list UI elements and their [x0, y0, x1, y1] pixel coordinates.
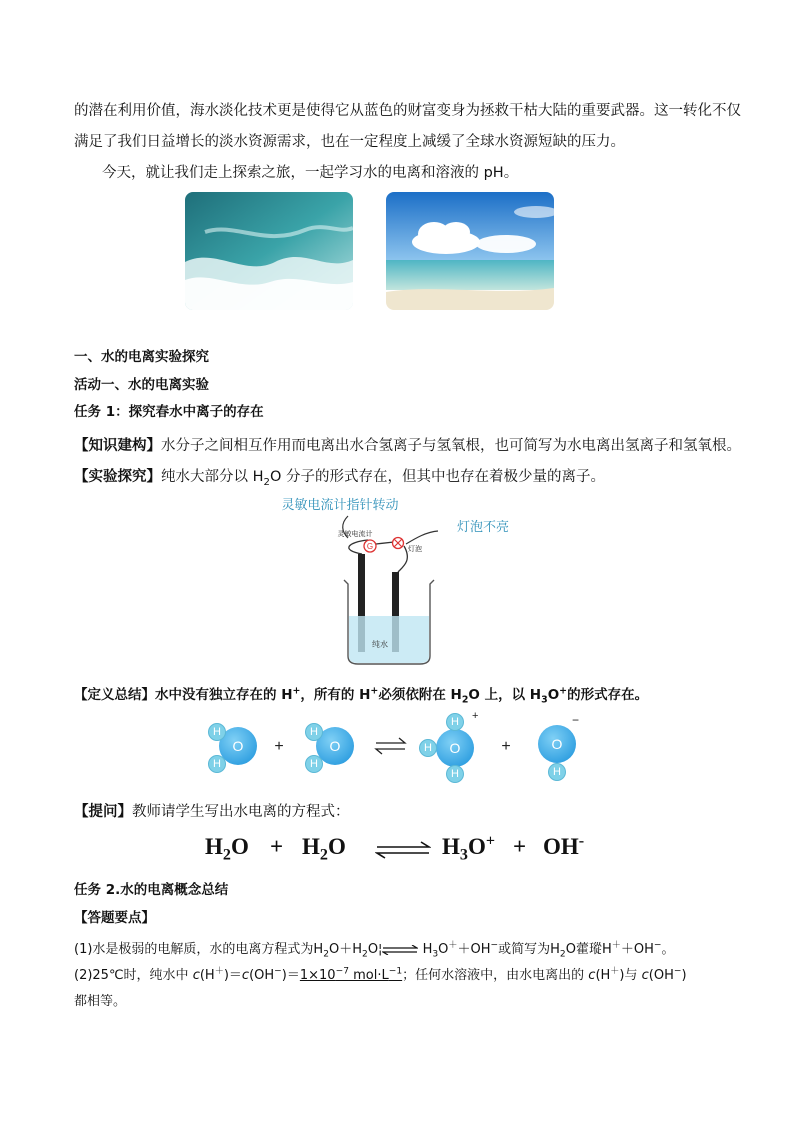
- intro-line-2: 满足了我们日益增长的淡水资源需求，也在一定程度上减缓了全球水资源短缺的压力。: [74, 134, 625, 150]
- knowledge-text: 水分子之间相互作用而电离出水合氢离子与氢氧根，也可简写为水电离出氢离子和氢氧根。: [161, 438, 741, 454]
- definition-sup2: +: [370, 685, 379, 697]
- equation-plus-1: +: [270, 834, 284, 859]
- question-tag: 【提问】: [74, 804, 132, 820]
- svg-text:O: O: [551, 736, 563, 752]
- bulb-small-label: 灯泡: [408, 545, 422, 553]
- meter-small-label: 灵敏电流计: [337, 530, 373, 538]
- activity-heading: 活动一、水的电离实验: [74, 377, 209, 393]
- water-molecule-2: [306, 724, 355, 773]
- task2-heading: 任务 2.水的电离概念总结: [74, 882, 229, 898]
- galvanometer-symbol: G: [366, 542, 374, 551]
- water-ionization-molecule-diagram: [195, 712, 595, 787]
- equation-reactant-2: $H_2O$: [302, 834, 346, 864]
- svg-text:H: H: [451, 716, 459, 728]
- svg-text:H: H: [310, 758, 318, 770]
- experiment-sub: 2: [263, 476, 270, 488]
- answer-point-2-continued: 都相等。: [74, 994, 127, 1009]
- answer-point-1: (1)水是极弱的电解质，水的电离方程式为$H_2O+H_2O¦$ $H_3O^++OH^-$或简写为$H_2O$藿瑽H＋＋OH−。: [74, 940, 675, 960]
- knowledge-paragraph: [74, 436, 741, 456]
- definition-sup3: +: [559, 685, 568, 697]
- svg-text:H: H: [424, 742, 432, 754]
- svg-text:H: H: [310, 726, 318, 738]
- knowledge-tag: 【知识建构】: [74, 438, 161, 454]
- answer-points-tag: 【答题要点】: [74, 910, 155, 926]
- definition-text-d: O 上，以 H: [468, 687, 542, 703]
- section-heading: 一、水的电离实验探究: [74, 349, 209, 365]
- definition-sup1: +: [292, 685, 301, 697]
- water-label: 纯水: [372, 640, 388, 649]
- experiment-tag: 【实验探究】: [74, 469, 161, 485]
- svg-text:−: −: [572, 713, 580, 727]
- ocean-waves-photo: [185, 192, 353, 310]
- equation-reactant-1: $H_2O$: [205, 834, 249, 864]
- answer-blank-value: $1\times 10^{-7}$ $mol\cdot L^{-1}$: [299, 966, 403, 983]
- svg-text:O: O: [329, 738, 341, 754]
- beach-sky-photo: [386, 192, 554, 310]
- question-text: 教师请学生写出水电离的方程式：: [132, 804, 350, 820]
- experiment-text-b: O 分子的形式存在，但其中也存在着极少量的离子。: [269, 469, 605, 485]
- water-fill: [349, 616, 429, 663]
- wire-right: [398, 546, 407, 572]
- bulb-caption: 灯泡不亮: [456, 520, 510, 535]
- bulb-pointer-line: [406, 531, 438, 544]
- meter-caption: 灵敏电流计指针转动: [281, 498, 399, 513]
- question-paragraph: [74, 802, 350, 822]
- water-ionization-equation: [205, 834, 605, 866]
- intro-line-1: 的潜在利用价值，海水淡化技术更是使得它从蓝色的财富变身为拯救干枯大陆的重要武器。这一转化不仅: [74, 103, 741, 119]
- definition-sub1: 2: [461, 694, 469, 706]
- plus-symbol-2: +: [501, 738, 511, 755]
- svg-text:H: H: [451, 768, 459, 780]
- equation-equilibrium-arrow-icon: [375, 841, 431, 859]
- svg-text:O: O: [232, 738, 244, 754]
- equation-product-2: OH-: [543, 832, 585, 859]
- intro-line-3: 今天，就让我们走上探索之旅，一起学习水的电离和溶液的 pH。: [102, 165, 519, 181]
- equation-plus-2: +: [513, 834, 527, 859]
- answer-point-2: (2)25℃时，纯水中 $c(H^+)=c(OH^-)=1\times 10^{-7}$ $mol\cdot L^{-1}$；任何水溶液中，由水电离出的 c(H＋)与 c(OH−): [74, 966, 687, 983]
- definition-text-e: O: [547, 687, 560, 703]
- conductivity-apparatus-figure: [270, 492, 530, 672]
- svg-text:H: H: [553, 766, 561, 778]
- definition-text-a: 水中没有独立存在的 H: [155, 687, 293, 703]
- hydroxide-ion: [538, 713, 579, 781]
- equation-product-1: $H_3O^+$: [442, 832, 495, 864]
- equilibrium-arrow-icon: [376, 738, 405, 754]
- experiment-text-a: 纯水大部分以 H: [161, 469, 264, 485]
- svg-text:H: H: [213, 726, 221, 738]
- wire-middle: [376, 542, 394, 544]
- definition-text-c: 必须依附在 H: [378, 687, 462, 703]
- definition-text-f: 的形式存在。: [567, 687, 649, 703]
- definition-paragraph: [74, 685, 648, 705]
- definition-text-b: ，所有的 H: [300, 687, 371, 703]
- experiment-paragraph: [74, 467, 605, 487]
- plus-symbol-1: +: [274, 738, 284, 755]
- svg-text:O: O: [449, 740, 461, 756]
- svg-text:H: H: [213, 758, 221, 770]
- definition-sub2: 3: [541, 694, 548, 706]
- water-molecule-1: [209, 724, 258, 773]
- svg-text:+: +: [472, 712, 479, 722]
- task1-heading: 任务 1：探究春水中离子的存在: [74, 404, 264, 420]
- hydronium-ion: [420, 712, 479, 783]
- equilibrium-arrow-icon: [382, 945, 418, 955]
- definition-tag: 【定义总结】: [74, 687, 155, 703]
